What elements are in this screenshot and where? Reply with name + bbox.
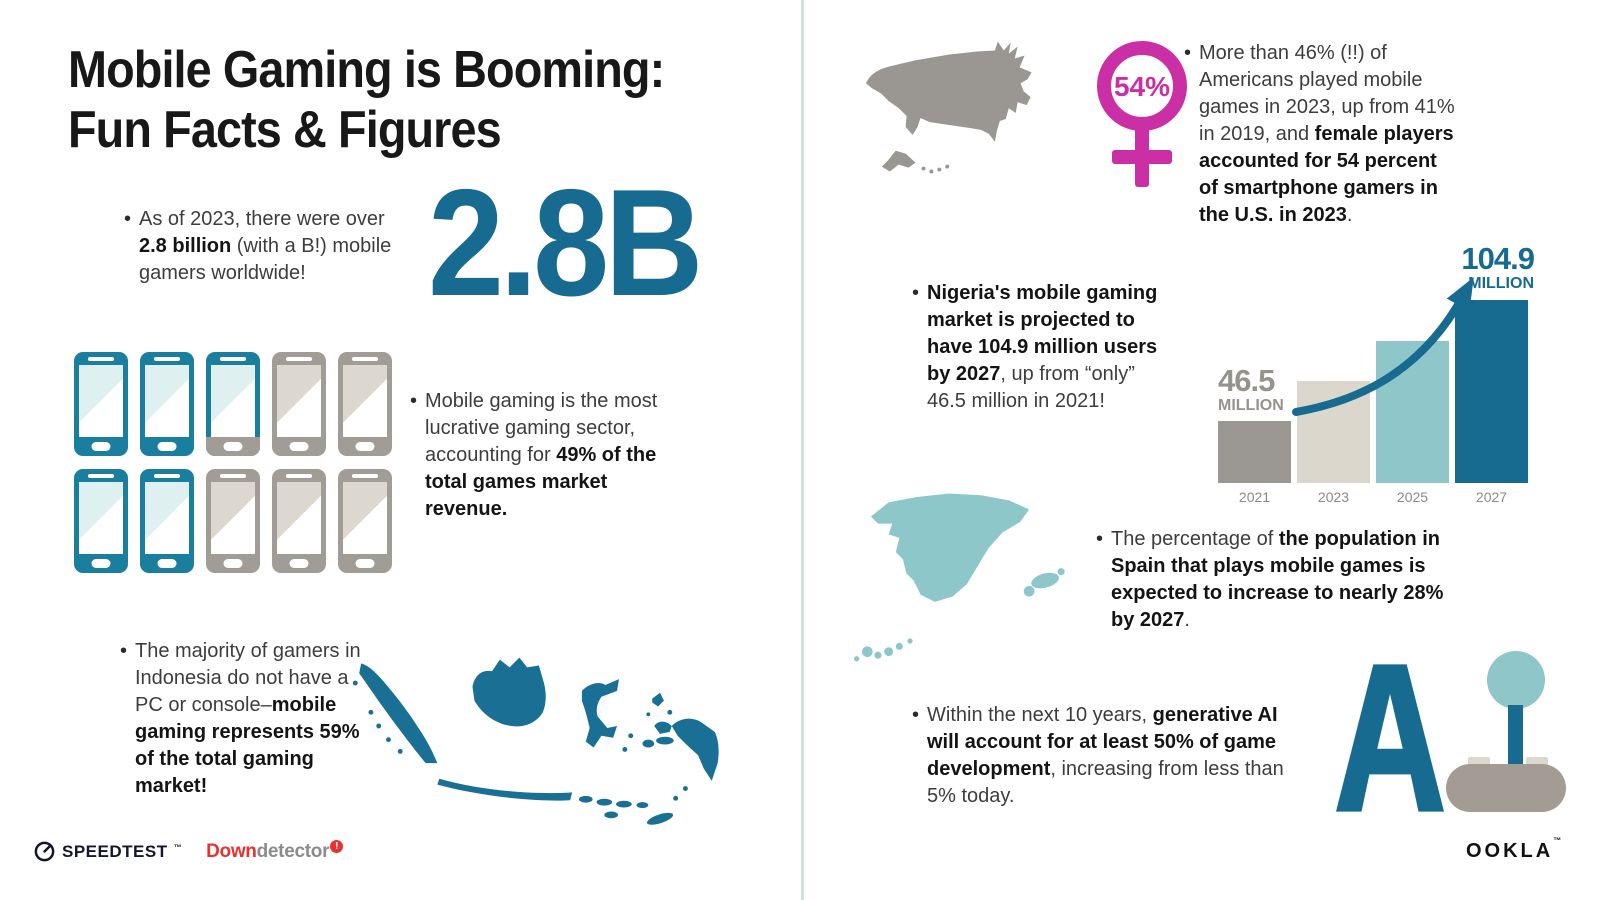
fact-bold-segment: mobile gaming represents 59% of the total gaming market!: [135, 694, 360, 797]
downdetector-logo: [206, 841, 343, 863]
ookla-label: OOKLA: [1466, 840, 1554, 862]
bar-year-label: 2027: [1475, 489, 1508, 505]
bullet-dot: •: [410, 390, 418, 412]
fact-nigeria-text: [927, 282, 1157, 412]
fact-indonesia-text: [135, 640, 361, 797]
fact-segment: The percentage of: [1111, 528, 1279, 550]
fact-segment: .: [1184, 609, 1190, 631]
fact-revenue-text: [425, 390, 657, 520]
chart-value-label-2027: [1461, 243, 1534, 292]
bar-2025: [1376, 341, 1449, 506]
bar-2021: [1218, 421, 1291, 506]
phone-icon: [206, 352, 260, 456]
fact-segment: (with a B!) mobile gamers worldwide!: [139, 235, 392, 284]
fact-bold-segment: Nigeria's mobile gaming market is projected to have 104.9 million users by 2027: [927, 282, 1158, 385]
bullet-dot: •: [120, 640, 128, 662]
fact-nigeria: [912, 280, 1179, 415]
bullet-dot: •: [1184, 42, 1192, 64]
speedtest-gauge-icon: [33, 840, 56, 863]
fact-generative-ai: [912, 702, 1315, 810]
fact-bold-segment: female players accounted for 54 percent of smartphone gamers in the U.S. in 2023: [1199, 123, 1454, 226]
bar-year-label: 2025: [1396, 489, 1429, 505]
phone-icon: [272, 352, 326, 456]
chart-unit-2027: MILLION: [1468, 275, 1534, 292]
usa-map: [860, 36, 1098, 196]
fact-segment: Within the next 10 years,: [927, 704, 1153, 726]
chart-value-2021: 46.5: [1218, 363, 1275, 398]
phone-icon: [338, 352, 392, 456]
fact-ai-text: [927, 704, 1284, 807]
fact-bold-segment: 49% of the total games market revenue.: [425, 444, 657, 520]
fact-usa-players: [1184, 40, 1461, 229]
bullet-dot: •: [912, 282, 920, 304]
letter-a-graphic: [1336, 664, 1444, 812]
nigeria-users-chart: [1218, 241, 1534, 506]
page-title-line2: Fun Facts & Figures: [68, 101, 501, 159]
phone-icon: [74, 352, 128, 456]
speedtest-label: SPEEDTEST: [62, 841, 168, 861]
chart-unit-2021: MILLION: [1218, 397, 1284, 414]
page-title: [68, 40, 664, 160]
speedtest-logo: [33, 840, 182, 863]
trademark-mark: ™: [173, 843, 183, 852]
fact-bold-segment: 2.8 billion: [139, 235, 232, 257]
bar-year-label: 2023: [1317, 489, 1350, 505]
phone-icon: [272, 469, 326, 573]
column-divider: [801, 0, 804, 900]
trademark-mark: ™: [1553, 836, 1565, 845]
chart-value-2027: 104.9: [1461, 241, 1534, 276]
fact-segment: More than 46% (!!) of Americans played mobile games in 2023, up from 41% in 2019, and: [1199, 42, 1455, 145]
indonesia-map: [346, 642, 724, 852]
fact-segment: The majority of gamers in Indonesia do not have a PC or console–: [135, 640, 361, 716]
fact-bold-segment: generative AI will account for at least 50% of game development: [927, 704, 1278, 780]
spain-map: [846, 468, 1086, 686]
fact-segment: , increasing from less than 5% today.: [927, 758, 1284, 807]
bar-2023: [1297, 381, 1370, 506]
fact-bold-segment: the population in Spain that plays mobile games is expected to increase to nearly 28% by 2027: [1111, 528, 1444, 631]
big-stat-2-8b: 2.8B: [428, 158, 699, 328]
downdetector-alert-icon: !: [330, 840, 343, 853]
fact-spain: [1096, 526, 1469, 634]
fact-segment: , up from “only” 46.5 million in 2021!: [927, 363, 1135, 412]
bullet-dot: •: [1096, 528, 1104, 550]
bullet-dot: •: [912, 704, 920, 726]
fact-worldwide-gamers: [124, 206, 407, 287]
venus-badge-value: 54%: [1113, 71, 1171, 102]
fact-spain-text: [1111, 528, 1443, 631]
bar-2027: [1455, 300, 1528, 506]
phone-icon: [206, 469, 260, 573]
bar-group: [1218, 300, 1534, 506]
phone-grid: [74, 352, 392, 573]
fact-market-revenue: [410, 388, 673, 523]
ookla-logo: [1466, 836, 1565, 863]
downdetector-label-detector: detector: [256, 840, 330, 862]
footer-brands: [33, 840, 343, 863]
downdetector-label-down: Down: [206, 840, 257, 862]
fact-indonesia: [120, 638, 363, 800]
fact-segment: As of 2023, there were over: [139, 208, 385, 230]
joystick-icon: [1438, 650, 1573, 815]
ai-joystick-graphic: [1336, 650, 1576, 816]
fact-segment: Mobile gaming is the most lucrative gaming sector, accounting for: [425, 390, 658, 466]
phone-icon: [140, 352, 194, 456]
bullet-dot: •: [124, 208, 132, 230]
fact-usa-text: [1199, 42, 1455, 226]
fact-worldwide-text: [139, 208, 391, 284]
fact-segment: .: [1346, 204, 1353, 226]
phone-icon: [338, 469, 392, 573]
phone-icon: [74, 469, 128, 573]
phone-icon: [140, 469, 194, 573]
bar-year-label: 2021: [1238, 489, 1271, 505]
page-title-line1: Mobile Gaming is Booming:: [68, 41, 665, 99]
